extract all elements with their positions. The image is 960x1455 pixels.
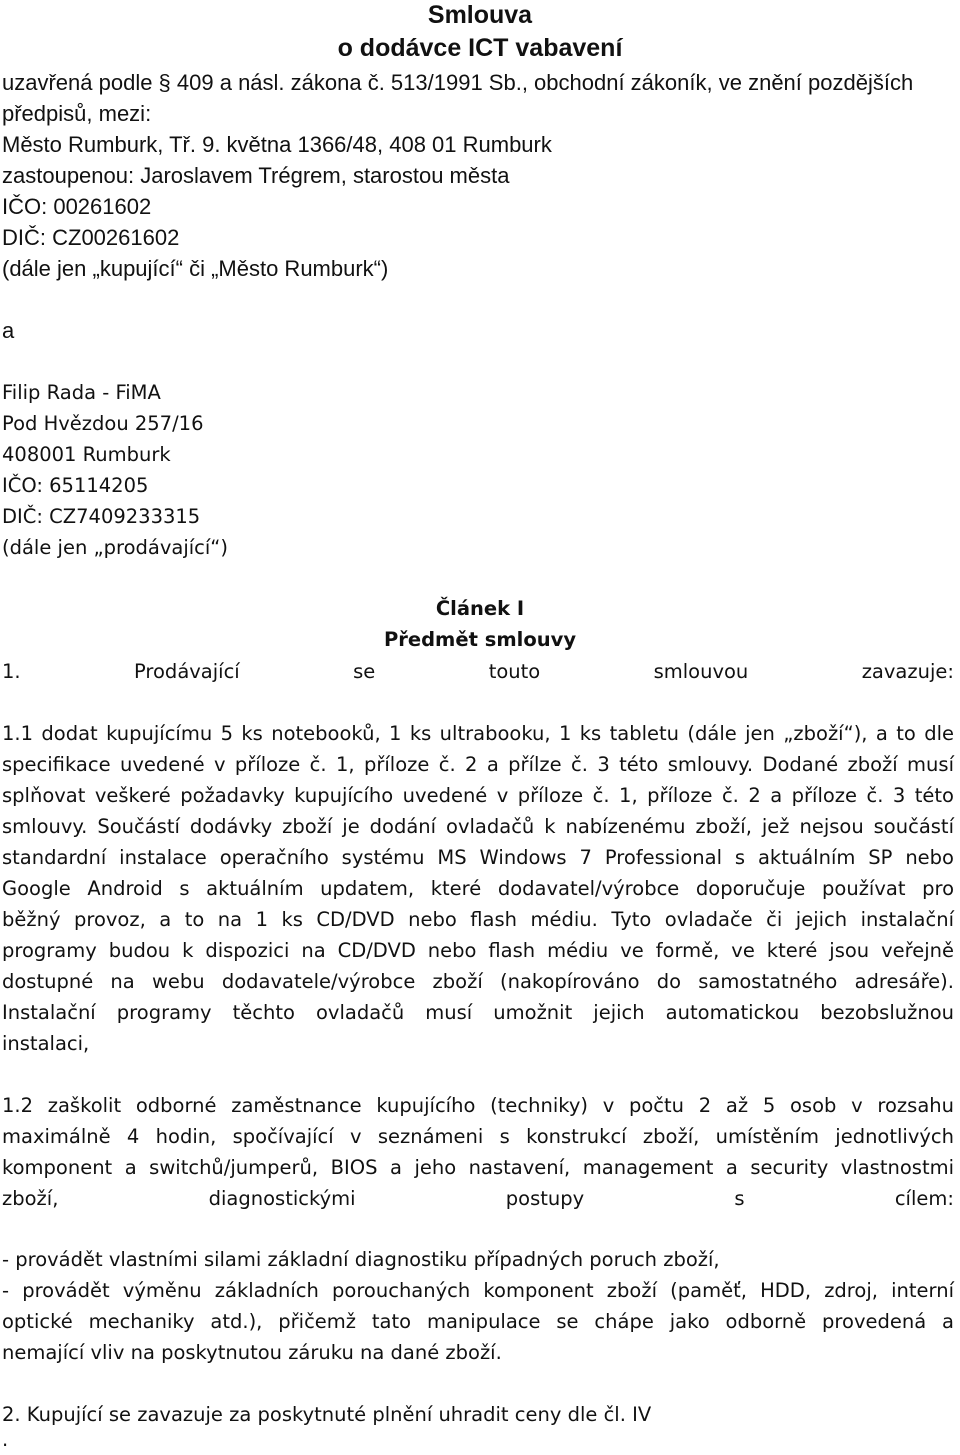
point-2: 2. Kupující se zavazuje za poskytnuté plnění uhradit ceny dle čl. IV bbox=[2, 1403, 652, 1426]
point-1-word: se bbox=[353, 660, 376, 683]
seller-city: 408001 Rumburk bbox=[2, 443, 171, 466]
clause-1-2-word: diagnostickými bbox=[208, 1187, 356, 1210]
seller-alias: (dále jen „prodávající“) bbox=[2, 536, 229, 559]
point-1-word: touto bbox=[488, 660, 541, 683]
clause-1-1-line: standardní instalace operačního systému MS Windows 7 Professional s aktuálním SP nebo bbox=[2, 846, 954, 869]
point-1-word: zavazuje: bbox=[861, 660, 954, 683]
clause-1-2-word: zboží, bbox=[2, 1187, 59, 1210]
clause-1-2-word: postupy bbox=[505, 1187, 585, 1210]
trailing-dot: . bbox=[2, 1428, 9, 1451]
clause-1-1-line: smlouvy. Součástí dodávky zboží je dodání ovladačů k nabízenému zboží, jež nejsou součástí bbox=[2, 815, 954, 838]
intro-line-1: uzavřená podle § 409 a násl. zákona č. 513/1991 Sb., obchodní zákoník, ve znění pozdějších bbox=[2, 70, 914, 95]
buyer-alias: (dále jen „kupující“ či „Město Rumburk“) bbox=[2, 256, 389, 281]
point-1-line bbox=[2, 656, 954, 687]
clause-1-2-line: 1.2 zaškolit odborné zaměstnance kupujícího (techniky) v počtu 2 až 5 osob v rozsahu bbox=[2, 1094, 954, 1117]
bullet-line: optické mechaniky atd.), přičemž tato manipulace se chápe jako odborně provedená a bbox=[2, 1310, 954, 1333]
bullet-line: nemající vliv na poskytnutou záruku na dané zboží. bbox=[2, 1341, 502, 1364]
clause-1-1-line: dostupné na webu dodavatele/výrobce zboží (nakopírováno do samostatného adresáře). bbox=[2, 970, 954, 993]
clause-1-1-line: splňovat veškeré požadavky kupujícího uvedené v příloze č. 1, příloze č. 2 a příloze č. 3 této bbox=[2, 784, 954, 807]
document-subtitle: o dodávce ICT vabavení bbox=[337, 34, 623, 62]
buyer-represented: zastoupenou: Jaroslavem Trégrem, starostou města bbox=[2, 163, 510, 188]
clause-1-2-last-line bbox=[2, 1183, 954, 1214]
point-1-word: Prodávající bbox=[134, 660, 240, 683]
buyer-address: Město Rumburk, Tř. 9. května 1366/48, 408 01 Rumburk bbox=[2, 132, 552, 157]
clause-1-1-line: 1.1 dodat kupujícímu 5 ks notebooků, 1 ks ultrabooku, 1 ks tabletu (dále jen „zboží“), a to dle bbox=[2, 722, 954, 745]
document-title: Smlouva bbox=[427, 1, 533, 29]
buyer-dic: DIČ: CZ00261602 bbox=[2, 225, 180, 250]
clause-1-2-word: s bbox=[734, 1187, 745, 1210]
seller-name: Filip Rada - FiMA bbox=[2, 381, 161, 404]
and-word: a bbox=[2, 318, 15, 343]
clause-1-1-line: Google Android s aktuálním updatem, které dodavatel/výrobce doporučuje používat pro bbox=[2, 877, 954, 900]
clause-1-1-line: programy budou k dispozici na CD/DVD nebo flash médiu ve formě, ve které jsou veřejně bbox=[2, 939, 954, 962]
clause-1-1-line: Instalační programy těchto ovladačů musí umožnit jejich automatickou bezobslužnou bbox=[2, 1001, 954, 1024]
seller-street: Pod Hvězdou 257/16 bbox=[2, 412, 204, 435]
point-1-word: 1. bbox=[2, 660, 21, 683]
intro-line-2: předpisů, mezi: bbox=[2, 101, 152, 126]
clause-1-2-line: komponent a switchů/jumperů, BIOS a jeho nastavení, management a security vlastnostmi bbox=[2, 1156, 954, 1179]
article-heading: Předmět smlouvy bbox=[383, 628, 577, 651]
buyer-ico: IČO: 00261602 bbox=[2, 194, 152, 219]
clause-1-2-word: cílem: bbox=[894, 1187, 954, 1210]
bullet-line: - provádět výměnu základních porouchaných komponent zboží (paměť, HDD, zdroj, interní bbox=[2, 1279, 954, 1302]
seller-dic: DIČ: CZ7409233315 bbox=[2, 505, 201, 528]
clause-1-2-line: maximálně 4 hodin, spočívající v seznámeni s konstrukcí zboží, umístěním jednotlivých bbox=[2, 1125, 954, 1148]
point-1-word: smlouvou bbox=[653, 660, 749, 683]
bullet-line: - provádět vlastními silami základní diagnostiku případných poruch zboží, bbox=[2, 1248, 720, 1271]
clause-1-1-line: běžný provoz, a to na 1 ks CD/DVD nebo flash médiu. Tyto ovladače či jejich instalační bbox=[2, 908, 954, 931]
seller-ico: IČO: 65114205 bbox=[2, 474, 149, 497]
clause-1-1-line: instalaci, bbox=[2, 1032, 90, 1055]
article-number: Článek I bbox=[435, 597, 525, 620]
clause-1-1-line: specifikace uvedené v příloze č. 1, příloze č. 2 a přílze č. 3 této smlouvy. Dodané zboží musí bbox=[2, 753, 954, 776]
